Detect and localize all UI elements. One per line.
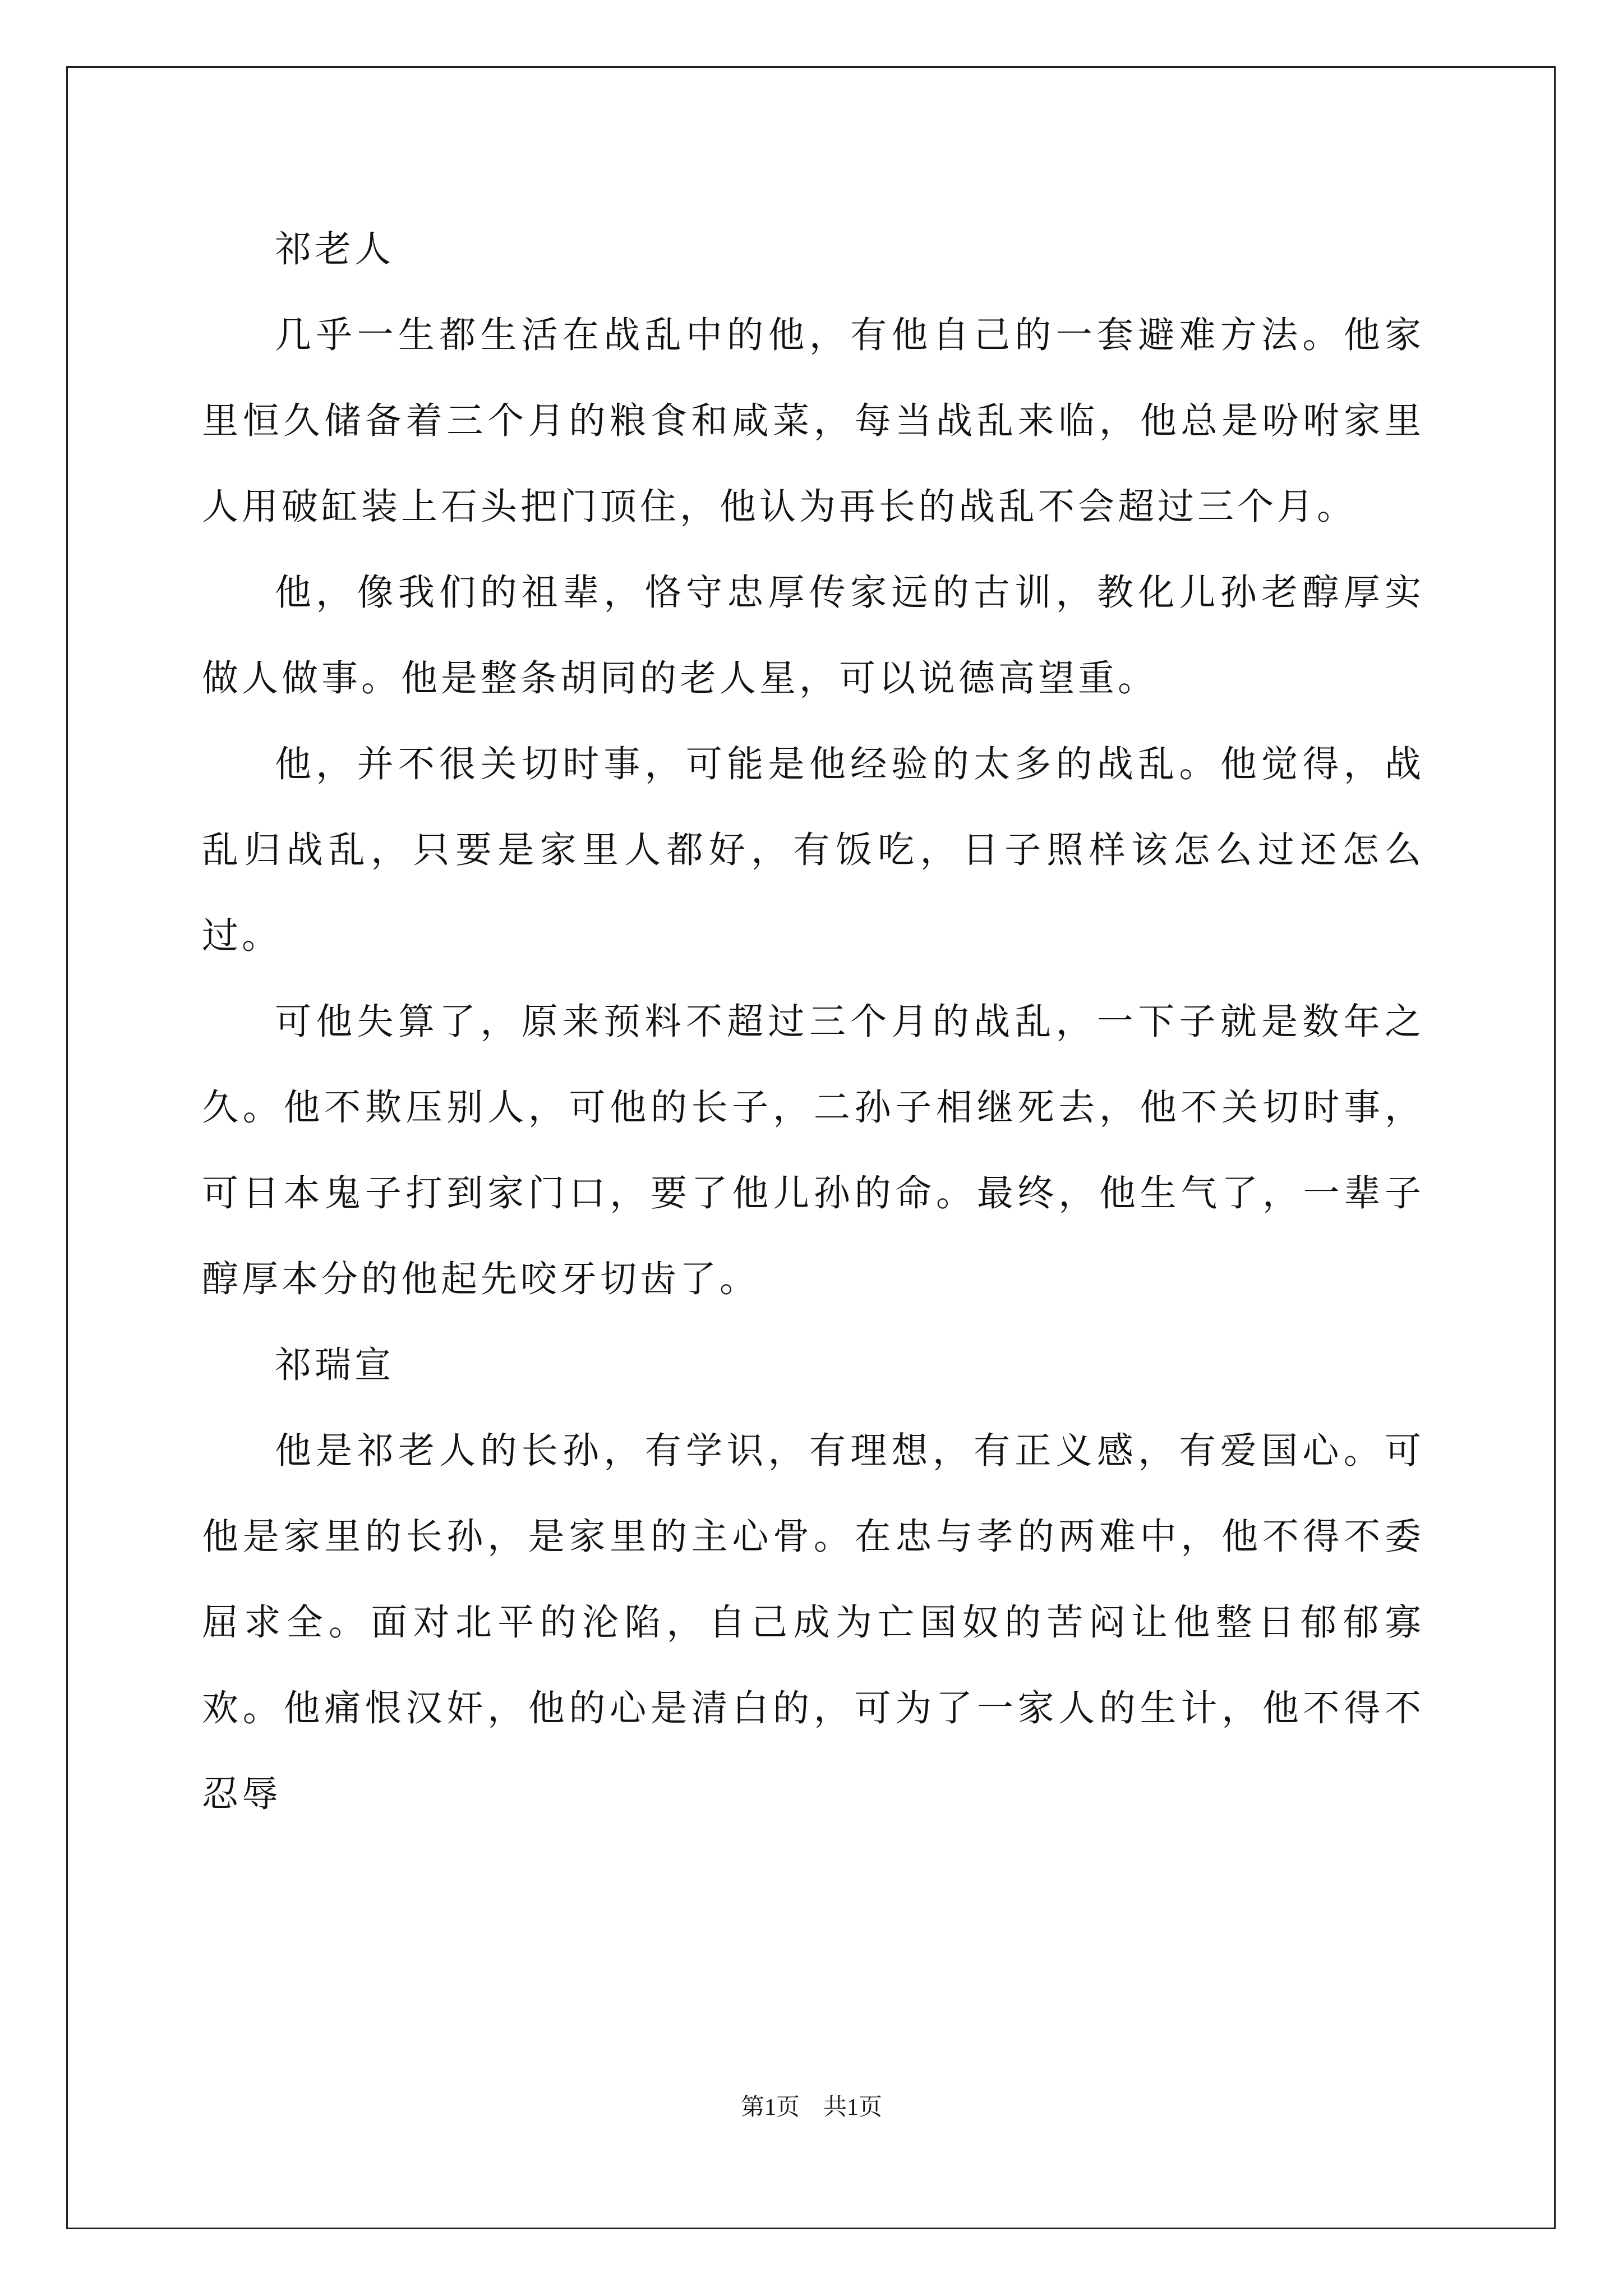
page-number-footer: 第1页 共1页 [740, 2095, 882, 2120]
heading-qi-ruixuan: 祁瑞宣 [275, 1344, 395, 1386]
paragraph: 可他失算了，原来预料不超过三个月的战乱，一下子就是数年之久。他不欺压别人，可他的长子，二孙子相继死去，他不关切时事，可日本鬼子打到家门口，要了他儿孙的命。最终，他生气了，一辈子醇厚本分的他起先咬牙切齿了。 [202, 1001, 1424, 1300]
heading-qi-laoren: 祁老人 [275, 228, 395, 270]
paragraph: 他，像我们的祖辈，恪守忠厚传家远的古训，教化儿孙老醇厚实做人做事。他是整条胡同的老人星，可以说德高望重。 [202, 572, 1424, 700]
paragraph: 他是祁老人的长孙，有学识，有理想，有正义感，有爱国心。可他是家里的长孙，是家里的主心骨。在忠与孝的两难中，他不得不委屈求全。面对北平的沦陷，自己成为亡国奴的苦闷让他整日郁郁寡欢。他痛恨汉奸，他的心是清白的，可为了一家人的生计，他不得不忍辱 [202, 1430, 1424, 1815]
paragraph: 他，并不很关切时事，可能是他经验的太多的战乱。他觉得，战乱归战乱，只要是家里人都好，有饭吃，日子照样该怎么过还怎么过。 [202, 743, 1424, 957]
paragraph: 几乎一生都生活在战乱中的他，有他自己的一套避难方法。他家里恒久储备着三个月的粮食和咸菜，每当战乱来临，他总是吩咐家里人用破缸装上石头把门顶住，他认为再长的战乱不会超过三个月。 [202, 314, 1424, 528]
document-body [202, 206, 1424, 1837]
